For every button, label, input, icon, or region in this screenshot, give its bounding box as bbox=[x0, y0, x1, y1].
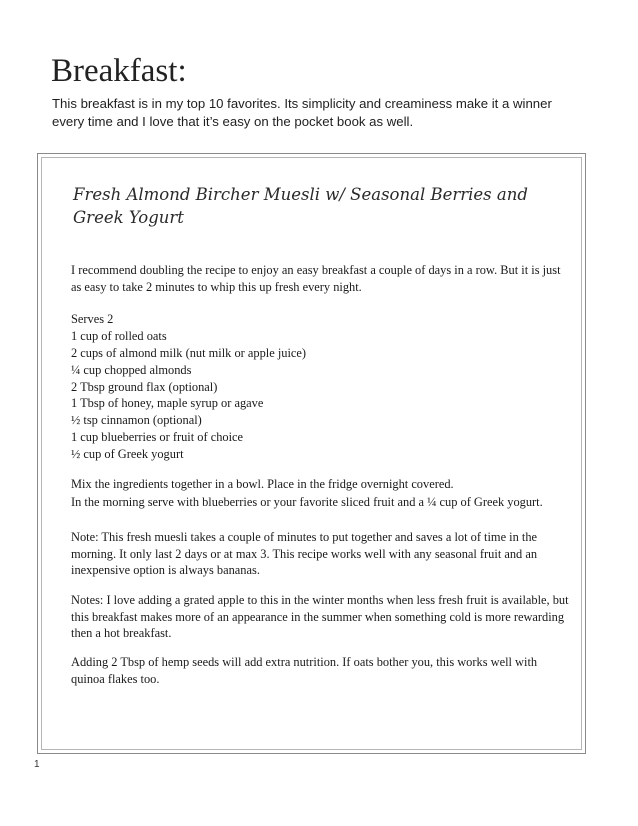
note-paragraph: Note: This fresh muesli takes a couple of minutes to put together and saves a lot of time in the morning. It only last 2 days or at max 3. This recipe works well with any seasonal fruit and an inexpensive option is always bananas. bbox=[71, 530, 538, 577]
page-heading: Breakfast: bbox=[51, 53, 187, 89]
recipe-title: Fresh Almond Bircher Muesli w/ Seasonal Berries and Greek Yogurt bbox=[73, 185, 528, 227]
method-step-1: Mix the ingredients together in a bowl. Place in the fridge overnight covered. bbox=[71, 477, 454, 491]
page-number: 1 bbox=[34, 759, 40, 770]
ingredient-item: ½ cup of Greek yogurt bbox=[71, 446, 184, 461]
recommendation-paragraph: I recommend doubling the recipe to enjoy an easy breakfast a couple of days in a row. But it is just as easy to take 2 minutes to whip this up fresh every night. bbox=[71, 263, 561, 294]
ingredient-item: 2 Tbsp ground flax (optional) bbox=[71, 379, 218, 394]
ingredient-item: 1 cup of rolled oats bbox=[71, 329, 167, 343]
ingredient-item: ¼ cup chopped almonds bbox=[71, 362, 192, 377]
ingredient-item: ½ tsp cinnamon (optional) bbox=[71, 413, 202, 428]
ingredient-item: 2 cups of almond milk (nut milk or apple juice) bbox=[71, 345, 307, 360]
intro-paragraph: This breakfast is in my top 10 favorites. Its simplicity and creaminess make it a winner every time and I love that it’s easy on the pocket book as well. bbox=[52, 96, 552, 129]
serves-label: Serves 2 bbox=[71, 312, 114, 326]
ingredient-item: 1 Tbsp of honey, maple syrup or agave bbox=[71, 396, 264, 411]
addition-paragraph: Adding 2 Tbsp of hemp seeds will add extra nutrition. If oats bother you, this works well with quinoa flakes too. bbox=[71, 655, 538, 686]
ingredient-list bbox=[71, 328, 571, 463]
notes-paragraph: Notes: I love adding a grated apple to this in the winter months when less fresh fruit is available, but this breakfast makes more of an appearance in the summer when something cold is more rewarding then a hot breakfast. bbox=[71, 593, 569, 640]
ingredient-item: 1 cup blueberries or fruit of choice bbox=[71, 430, 244, 445]
method-step-2: In the morning serve with blueberries or your favorite sliced fruit and a ¼ cup of Greek yogurt. bbox=[71, 495, 543, 509]
